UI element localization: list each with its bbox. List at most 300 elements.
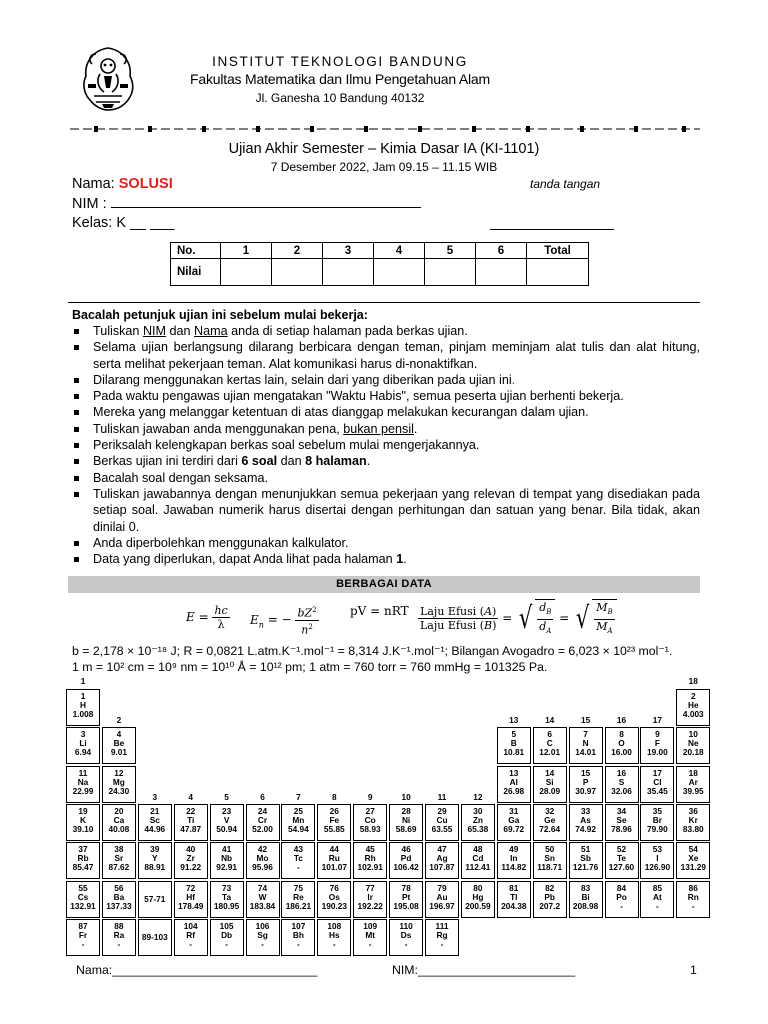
atomic-mass: 16.00 [611, 747, 632, 758]
atomic-mass: - [620, 900, 623, 911]
atomic-number: 7 [583, 729, 588, 740]
atomic-mass: 74.92 [575, 823, 596, 834]
instructions-list [72, 323, 700, 567]
nim-label: NIM : [72, 196, 107, 212]
element-cell [640, 727, 674, 764]
element-cell [533, 766, 567, 803]
element-symbol: Re [293, 891, 304, 902]
atomic-number: 32 [545, 805, 555, 816]
element-cell [676, 727, 710, 764]
element-symbol: Mg [112, 776, 125, 787]
atomic-number: 89-103 [141, 931, 168, 942]
element-cell [246, 804, 280, 841]
element-symbol: Fr [78, 929, 88, 940]
atomic-number: 17 [652, 767, 662, 778]
score-cell-2[interactable] [272, 259, 323, 286]
element-symbol: Mo [256, 853, 269, 864]
element-symbol: Ir [367, 891, 373, 902]
element-symbol: Po [616, 891, 627, 902]
atomic-mass: - [440, 938, 444, 949]
group-label: 2 [116, 715, 122, 725]
element-cell [102, 804, 136, 841]
score-header-total: Total [527, 243, 589, 259]
element-symbol: C [546, 738, 553, 749]
atomic-mass: - [225, 938, 228, 949]
atomic-number: 24 [257, 805, 268, 816]
element-symbol: Xe [688, 853, 699, 864]
element-symbol: In [510, 853, 518, 864]
element-symbol: Be [113, 738, 125, 749]
score-header-1: 1 [221, 243, 272, 259]
element-cell [533, 727, 567, 764]
atomic-mass: 92.91 [216, 862, 237, 873]
atomic-number: 13 [509, 767, 519, 778]
element-symbol: Rh [364, 853, 376, 864]
group-label: 9 [367, 791, 373, 802]
element-cell [497, 766, 531, 803]
signature-label: tanda tangan [530, 177, 601, 191]
element-cell [138, 919, 172, 956]
element-cell [605, 727, 639, 764]
atomic-number: 26 [329, 805, 339, 816]
element-cell [569, 842, 603, 879]
element-cell [497, 842, 531, 879]
atomic-number: 57-71 [144, 893, 166, 904]
element-symbol: Tl [510, 891, 518, 902]
element-cell [66, 919, 100, 956]
element-cell [569, 766, 603, 803]
atomic-number: 27 [365, 805, 375, 816]
exam-title: Ujian Akhir Semester – Kimia Dasar IA (KI-1101) [228, 141, 540, 157]
atomic-number: 55 [78, 882, 88, 893]
atomic-number: 30 [473, 805, 483, 816]
atomic-number: 109 [363, 920, 378, 931]
score-table [170, 242, 589, 286]
atomic-number: 8 [619, 729, 624, 740]
atomic-mass: 52.00 [252, 823, 273, 834]
element-cell [425, 919, 459, 956]
element-cell [66, 689, 100, 726]
instruction-item: Berkas ujian ini terdiri dari 6 soal dan 8 halaman. [72, 453, 700, 469]
element-cell [389, 804, 423, 841]
group-label: 4 [188, 791, 193, 802]
element-cell [676, 766, 710, 803]
atomic-mass: 28.09 [539, 785, 561, 796]
element-symbol: Ag [436, 853, 448, 864]
atomic-number: 42 [257, 844, 268, 855]
atomic-mass: 118.71 [537, 862, 563, 873]
atomic-number: 83 [580, 882, 591, 893]
atomic-mass: 132.91 [70, 900, 96, 911]
group-label: 10 [401, 791, 411, 802]
instruction-item: Data yang diperlukan, dapat Anda lihat pada halaman 1. [72, 551, 700, 567]
element-cell [389, 919, 423, 956]
nim-field[interactable] [72, 196, 421, 212]
atomic-number: 18 [688, 767, 698, 778]
element-symbol: Co [364, 814, 376, 825]
element-symbol: Cl [653, 776, 662, 787]
element-symbol: Rb [77, 853, 89, 864]
atomic-number: 82 [545, 882, 555, 893]
atomic-mass: 32.06 [611, 785, 632, 796]
element-symbol: Pb [544, 891, 555, 902]
class-field[interactable] [72, 215, 174, 231]
atomic-mass: 24.30 [108, 785, 130, 796]
element-symbol: Na [77, 776, 89, 787]
element-symbol: W [258, 891, 267, 902]
element-symbol: N [582, 738, 589, 749]
element-cell [66, 881, 100, 918]
element-symbol: Nb [221, 853, 233, 864]
element-symbol: Al [509, 776, 518, 787]
atomic-number: 105 [219, 920, 234, 931]
element-cell [66, 766, 100, 803]
element-cell [174, 881, 208, 918]
atomic-mass: 127.60 [608, 862, 635, 873]
atomic-mass: - [117, 938, 121, 949]
element-cell [210, 881, 244, 918]
element-cell [353, 804, 387, 841]
element-symbol: I [656, 853, 659, 864]
element-symbol: Rn [687, 891, 699, 902]
element-cell [640, 766, 674, 803]
element-symbol: Y [152, 853, 158, 864]
atomic-mass: 137.33 [106, 900, 132, 911]
score-header-no: No. [171, 243, 221, 259]
element-symbol: Ga [508, 814, 520, 825]
instruction-item: Pada waktu pengawas ujian mengatakan "Waktu Habis", semua peserta ujian berhenti bekerja. [72, 388, 700, 404]
instruction-item: Anda diperbolehkan menggunakan kalkulator. [72, 535, 700, 551]
score-header-4: 4 [374, 243, 425, 259]
element-symbol: K [80, 814, 86, 825]
footer-name-field[interactable]: Nama:______________________________ [76, 963, 318, 977]
score-row-label: Nilai [171, 259, 221, 286]
element-cell [281, 842, 315, 879]
element-cell [281, 804, 315, 841]
atomic-mass: 207.2 [539, 900, 561, 911]
instruction-item: Dilarang menggunakan kertas lain, selain dari yang diberikan pada ujian ini. [72, 372, 700, 388]
element-cell [353, 842, 387, 879]
atomic-number: 36 [688, 805, 698, 816]
atomic-number: 104 [183, 920, 198, 931]
atomic-mass: - [297, 862, 300, 873]
element-symbol: Ne [687, 738, 699, 749]
atomic-number: 72 [186, 882, 196, 893]
element-cell [425, 804, 459, 841]
atomic-number: 38 [114, 844, 124, 855]
element-cell [461, 881, 495, 918]
institution-name: INSTITUT TEKNOLOGI BANDUNG [212, 54, 468, 69]
atomic-number: 15 [580, 767, 591, 778]
element-symbol: Sr [114, 853, 124, 864]
element-cell [102, 842, 136, 879]
element-symbol: At [653, 891, 662, 902]
score-header-3: 3 [323, 243, 374, 259]
score-cell-6[interactable] [476, 259, 527, 286]
element-cell [640, 881, 674, 918]
element-cell [425, 881, 459, 918]
atomic-number: 52 [616, 844, 627, 855]
element-symbol: Kr [688, 814, 698, 825]
group-label: 14 [545, 715, 555, 725]
instruction-item: Bacalah soal dengan seksama. [72, 470, 700, 486]
atomic-number: 39 [150, 844, 160, 855]
atomic-number: 34 [616, 805, 627, 816]
element-symbol: Hs [328, 929, 340, 940]
atomic-mass: 114.82 [501, 862, 527, 873]
element-cell [605, 766, 639, 803]
element-cell [66, 804, 100, 841]
element-cell [497, 881, 531, 918]
atomic-number: 47 [437, 844, 447, 855]
atomic-mass: 39.10 [72, 823, 94, 834]
atomic-mass: 58.69 [395, 823, 417, 834]
atomic-number: 5 [511, 729, 517, 740]
atomic-number: 77 [365, 882, 375, 893]
group-label: 3 [152, 791, 158, 802]
element-symbol: B [510, 738, 517, 749]
element-cell [605, 804, 639, 841]
element-cell [676, 842, 710, 879]
atomic-mass: 12.01 [539, 747, 561, 758]
atomic-number: 108 [327, 920, 342, 931]
instruction-item: Tuliskan jawabannya dengan menunjukkan semua pekerjaan yang relevan di tempat yang disediakan pada setiap soal. Jawaban numerik harus disertai dengan perhitungan dan satuan yang benar. Bila tidak, akan dinilai 0. [72, 486, 700, 535]
instruction-item: Tuliskan jawaban anda menggunakan pena, bukan pensil. [72, 421, 700, 437]
data-section-title: BERBAGAI DATA [68, 576, 700, 593]
atomic-number: 51 [580, 844, 591, 855]
atomic-mass: 195.08 [393, 900, 419, 911]
element-cell [246, 919, 280, 956]
group-label: 6 [260, 791, 265, 802]
name-label: Nama: [72, 176, 115, 192]
element-cell [210, 842, 244, 879]
element-cell [102, 881, 136, 918]
instruction-item: Periksalah kelengkapan berkas soal sebelum mulai mengerjakannya. [72, 437, 700, 453]
group-label: 7 [296, 791, 301, 802]
score-cell-5[interactable] [425, 259, 476, 286]
element-cell [317, 881, 351, 918]
element-symbol: Zn [472, 814, 483, 825]
element-cell [605, 842, 639, 879]
atomic-number: 54 [688, 844, 698, 855]
atomic-mass: - [368, 938, 372, 949]
atomic-mass: - [261, 938, 264, 949]
faculty-name: Fakultas Matematika dan Ilmu Pengetahuan Alam [190, 71, 490, 87]
atomic-mass: 20.18 [682, 747, 704, 758]
element-symbol: Br [652, 814, 662, 825]
atomic-mass: 44.96 [144, 823, 166, 834]
element-symbol: Bi [581, 891, 590, 902]
element-symbol: Li [79, 738, 87, 749]
element-cell [533, 881, 567, 918]
atomic-number: 41 [221, 844, 232, 855]
element-cell [569, 804, 603, 841]
element-cell [174, 804, 208, 841]
element-cell [533, 842, 567, 879]
element-cell [174, 842, 208, 879]
score-cell-total[interactable] [527, 259, 589, 286]
element-cell [210, 919, 244, 956]
atomic-mass: 50.94 [216, 823, 237, 834]
atomic-mass: 200.59 [465, 900, 491, 911]
element-symbol: Fe [329, 814, 340, 825]
element-cell [210, 804, 244, 841]
atomic-mass: 4.003 [682, 709, 704, 719]
element-symbol: V [223, 814, 230, 825]
element-cell [281, 881, 315, 918]
element-cell [389, 881, 423, 918]
element-symbol: Rg [436, 929, 448, 940]
element-symbol: Tc [293, 853, 303, 864]
element-symbol: Si [545, 776, 554, 787]
element-symbol: Pd [400, 853, 412, 864]
atomic-number: 74 [257, 882, 268, 893]
element-cell [425, 842, 459, 879]
score-header-6: 6 [476, 243, 527, 259]
element-cell [174, 919, 208, 956]
atomic-number: 21 [150, 805, 160, 816]
group-label: 5 [224, 791, 229, 802]
atomic-mass: 58.93 [359, 823, 381, 834]
element-cell [138, 804, 172, 841]
element-cell [138, 881, 172, 918]
group-label: 8 [331, 791, 337, 802]
constants-line-2: 1 m = 10² cm = 10⁹ nm = 10¹⁰ Å = 10¹² pm; 1 atm = 760 torr = 760 mmHg = 101325 Pa. [72, 660, 548, 674]
element-cell [640, 804, 674, 841]
atomic-mass: 102.91 [357, 862, 383, 873]
formula-ideal-gas: pV = nRT [350, 604, 409, 618]
atomic-mass: 208.98 [572, 900, 599, 911]
formula-graham: $\frac{\text{Laju Efusi (A)}}{\text{Laju Efusi (B)}}$ = √ $\frac{d_B}{d_A}$ = √ $\frac{M_B}{M_A}$ [418, 599, 617, 638]
group-label: 18 [688, 676, 698, 686]
atomic-mass: 10.81 [503, 747, 525, 758]
atomic-mass: 39.95 [682, 785, 704, 796]
element-symbol: O [618, 738, 625, 749]
atomic-number: 80 [473, 882, 483, 893]
name-field[interactable] [72, 176, 173, 192]
formula-photon-energy: E = $\frac{hc}{\lambda}$ [186, 604, 228, 631]
atomic-mass: - [691, 900, 695, 911]
atomic-mass: - [81, 938, 85, 949]
atomic-mass: 14.01 [575, 747, 596, 758]
atomic-mass: 112.41 [465, 862, 491, 873]
atomic-mass: 79.90 [647, 823, 668, 834]
group-label: 15 [580, 715, 591, 725]
atomic-number: 87 [78, 920, 88, 931]
element-cell [317, 842, 351, 879]
atomic-number: 49 [509, 844, 519, 855]
atomic-mass: 35.45 [647, 785, 668, 796]
atomic-mass: 178.49 [177, 900, 204, 911]
element-symbol: Hf [186, 891, 196, 902]
score-cell-3[interactable] [323, 259, 374, 286]
element-symbol: Ra [113, 929, 125, 940]
element-symbol: Ti [187, 814, 195, 825]
header-divider [70, 124, 700, 134]
element-symbol: Ru [328, 853, 340, 864]
element-cell [533, 804, 567, 841]
atomic-number: 53 [652, 844, 662, 855]
element-symbol: Hg [472, 891, 484, 902]
element-symbol: Ca [113, 814, 125, 825]
atomic-number: 73 [221, 882, 232, 893]
element-symbol: He [687, 700, 699, 710]
element-symbol: Cs [77, 891, 89, 902]
element-cell [640, 842, 674, 879]
atomic-mass: 83.80 [682, 823, 704, 834]
group-label: 1 [80, 676, 86, 686]
atomic-mass: 106.42 [393, 862, 419, 873]
atomic-number: 76 [329, 882, 339, 893]
element-cell [66, 842, 100, 879]
atomic-number: 35 [652, 805, 662, 816]
element-symbol: S [618, 776, 625, 787]
atomic-mass: - [404, 938, 408, 949]
atomic-mass: 186.21 [285, 900, 312, 911]
element-cell [246, 881, 280, 918]
score-cell-4[interactable] [374, 259, 425, 286]
element-symbol: Ta [222, 891, 232, 902]
group-label: 11 [437, 791, 447, 802]
signature-line[interactable] [490, 229, 614, 230]
atomic-mass: 55.85 [323, 823, 345, 834]
atomic-number: 75 [293, 882, 303, 893]
atomic-mass: 9.01 [110, 747, 127, 758]
atomic-mass: 78.96 [611, 823, 632, 834]
atomic-number: 11 [78, 767, 88, 778]
group-label: 17 [652, 715, 662, 725]
footer-nim-field[interactable]: NIM:_______________________ [392, 963, 576, 977]
atomic-number: 28 [401, 805, 411, 816]
atomic-number: 12 [114, 767, 124, 778]
element-cell [102, 766, 136, 803]
nim-line [111, 196, 421, 208]
class-label: Kelas: K __ ___ [72, 215, 175, 231]
element-cell [605, 881, 639, 918]
atomic-mass: 107.87 [429, 862, 455, 873]
element-cell [497, 727, 531, 764]
atomic-number: 44 [329, 844, 339, 855]
constants-line-1: b = 2,178 × 10⁻¹⁸ J; R = 0,0821 L.atm.K⁻¹.mol⁻¹ = 8,314 J.K⁻¹.mol⁻¹; Bilangan Avogadro = 6,023 × 10²³ mol⁻¹. [72, 644, 673, 658]
element-cell [138, 842, 172, 879]
atomic-number: 85 [652, 882, 662, 893]
score-cell-1[interactable] [221, 259, 272, 286]
element-cell [676, 689, 710, 726]
atomic-number: 43 [293, 844, 303, 855]
element-symbol: Ba [113, 891, 125, 902]
atomic-mass: 101.07 [321, 862, 347, 873]
atomic-mass: 30.97 [575, 785, 596, 796]
element-symbol: Au [436, 891, 448, 902]
element-cell [461, 842, 495, 879]
atomic-number: 56 [114, 882, 124, 893]
itb-ganesha-logo [74, 44, 142, 114]
atomic-mass: 192.22 [357, 900, 383, 911]
atomic-number: 20 [114, 805, 124, 816]
atomic-number: 9 [655, 729, 660, 740]
atomic-number: 110 [399, 920, 413, 931]
atomic-mass: 91.22 [180, 862, 202, 873]
atomic-mass: 65.38 [467, 823, 489, 834]
atomic-number: 86 [688, 882, 698, 893]
instruction-item: Mereka yang melanggar ketentuan di atas dianggap melakukan kecurangan dalam ujian. [72, 404, 700, 420]
atomic-number: 1 [80, 691, 86, 701]
element-cell [353, 919, 387, 956]
element-symbol: Ni [401, 814, 411, 825]
atomic-mass: 47.87 [180, 823, 202, 834]
atomic-number: 23 [221, 805, 232, 816]
atomic-number: 2 [690, 691, 696, 701]
